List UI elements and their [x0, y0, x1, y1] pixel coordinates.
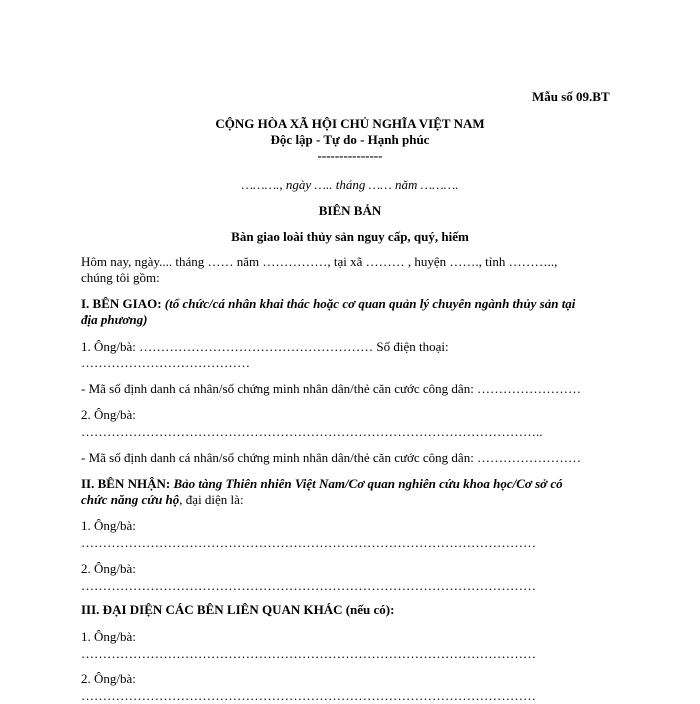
- intro-line-2: chúng tôi gồm:: [81, 270, 160, 285]
- other-person-1-dots: ……………………………………………………………………………………………: [81, 646, 536, 661]
- receiver-person-1-dots: ……………………………………………………………………………………………: [81, 535, 536, 550]
- motto: Độc lập - Tự do - Hạnh phúc: [270, 132, 430, 147]
- receiver-person-1-label: 1. Ông/bà:: [81, 518, 136, 533]
- section-1-note: (tổ chức/cá nhân khai thác hoặc cơ quan quản lý chuyên ngành thủy sản tại: [161, 296, 576, 311]
- form-code: Mẫu số 09.BT: [532, 89, 610, 104]
- giver-person-1: 1. Ông/bà: ……………………………………………… Số điện thoại:: [81, 339, 449, 354]
- section-2-note: Bảo tàng Thiên nhiên Việt Nam/Cơ quan nghiên cứu khoa học/Cơ sở có: [170, 476, 563, 491]
- other-person-2-label: 2. Ông/bà:: [81, 671, 136, 686]
- giver-id-2: - Mã số định danh cá nhân/số chứng minh nhân dân/thẻ căn cước công dân: ……………………: [81, 450, 582, 465]
- section-1-heading: [81, 296, 575, 312]
- document-title: BIÊN BẢN: [318, 203, 382, 218]
- giver-id-1: - Mã số định danh cá nhân/số chứng minh nhân dân/thẻ căn cước công dân: ……………………: [81, 381, 582, 396]
- giver-person-1-phone-dots: …………………………………: [81, 355, 250, 370]
- section-2-label: II. BÊN NHẬN:: [81, 476, 171, 491]
- section-1-heading-cont: địa phương): [81, 312, 148, 327]
- intro-line-1: Hôm nay, ngày.... tháng …… năm ……………, tại xã ……… , huyện ……., tỉnh ………..,: [81, 254, 558, 269]
- nation-header: CỘNG HÒA XÃ HỘI CHỦ NGHĨA VIỆT NAM: [215, 116, 485, 131]
- section-1-label: I. BÊN GIAO:: [81, 296, 162, 311]
- other-person-1-label: 1. Ông/bà:: [81, 629, 136, 644]
- giver-person-2-dots: ……………………………………………………………………………………………..: [81, 424, 543, 439]
- date-line: ………., ngày ….. tháng …… năm ……….: [241, 177, 459, 192]
- section-3-heading: III. ĐẠI DIỆN CÁC BÊN LIÊN QUAN KHÁC (nếu có):: [81, 602, 395, 617]
- section-2-note-cont: chức năng cứu hộ: [81, 492, 180, 507]
- receiver-person-2-label: 2. Ông/bà:: [81, 561, 136, 576]
- section-2-note-rest: , đại diện là:: [179, 492, 244, 507]
- document-subtitle: Bàn giao loài thủy sản nguy cấp, quý, hiếm: [231, 229, 469, 244]
- separator: ---------------: [317, 148, 383, 163]
- receiver-person-2-dots: ……………………………………………………………………………………………: [81, 578, 536, 593]
- other-person-2-dots: ……………………………………………………………………………………………: [81, 688, 536, 703]
- section-2-heading-cont: [81, 492, 244, 508]
- section-2-heading: [81, 476, 563, 492]
- giver-person-2-label: 2. Ông/bà:: [81, 407, 136, 422]
